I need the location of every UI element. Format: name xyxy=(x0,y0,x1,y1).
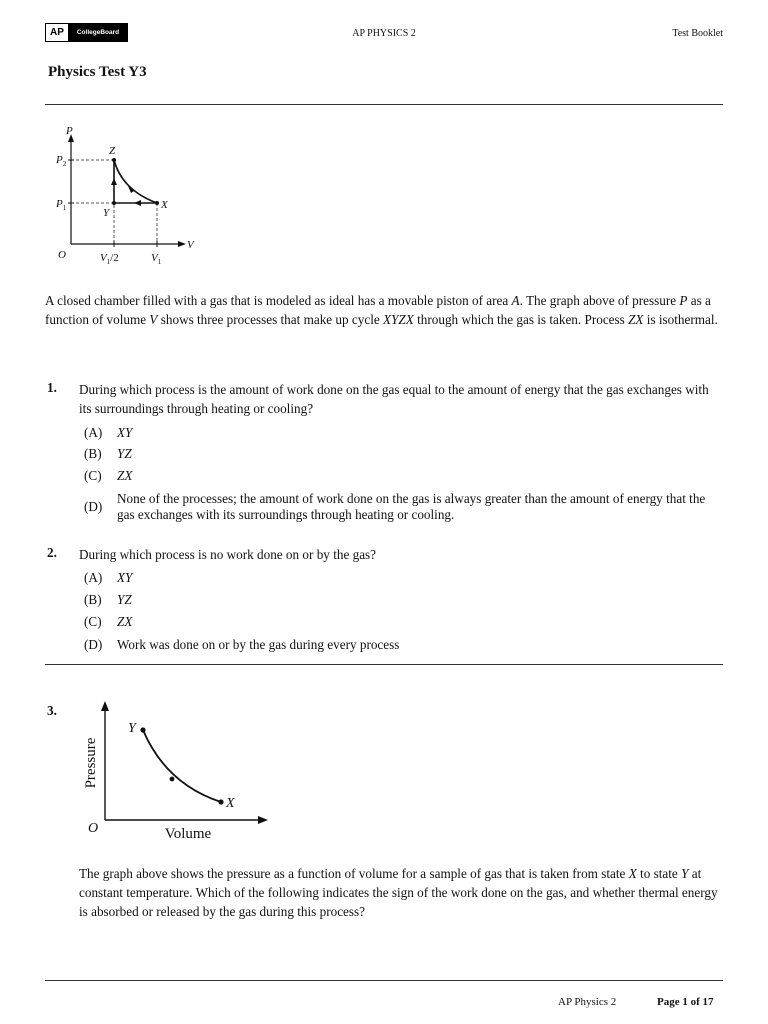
point-z-label: Z xyxy=(109,145,116,157)
collegeboard-logo-text: CollegeBoard xyxy=(69,24,127,41)
p-axis-label: P xyxy=(66,125,73,137)
p2-label: $P_2$ xyxy=(56,154,67,168)
origin-label: O xyxy=(58,249,66,261)
point-x-label: X xyxy=(161,199,168,211)
ap-logo-mark: AP xyxy=(46,24,69,41)
v1-label: $V_1$ xyxy=(151,252,162,266)
question-3-text: The graph above shows the pressure as a function of volume for a sample of gas that is taken from state X to state Y at constant temperature. Which of the following indicates the sign of the work done on the gas, and whether thermal energy is absorbed or released by the gas during this process? xyxy=(79,866,718,919)
point-y-label: Y xyxy=(103,207,110,219)
state-y-label: Y xyxy=(128,721,136,736)
question-2-option-a[interactable]: (A) XY xyxy=(84,570,133,585)
question-1-option-b[interactable]: (B) YZ xyxy=(84,446,132,461)
state-x-label: X xyxy=(226,796,235,811)
question-3-number: 3. xyxy=(47,703,57,718)
pressure-axis-label: Pressure xyxy=(83,737,99,789)
footer-page-number: Page 1 of 17 xyxy=(657,996,714,1008)
header-booklet: Test Booklet xyxy=(672,28,723,39)
divider-bottom xyxy=(45,980,723,981)
question-2-option-c[interactable]: (C) ZX xyxy=(84,614,133,629)
question-1-option-d[interactable]: (D) None of the processes; the amount of work done on the gas is always greater than the amount of energy that the gas exchanges with its surroundings through heating or cooling. xyxy=(84,491,706,522)
question-2-option-b[interactable]: (B) YZ xyxy=(84,592,132,607)
p1-label: $P_1$ xyxy=(56,198,67,212)
question-1-option-c[interactable]: (C) ZX xyxy=(84,468,133,483)
divider-middle xyxy=(45,664,723,665)
footer-course: AP Physics 2 xyxy=(558,996,617,1008)
v-half-label: $V_1/2$ xyxy=(100,252,119,266)
question-1-number: 1. xyxy=(47,380,57,395)
question-1-text: During which process is the amount of work done on the gas equal to the amount of energy that the gas exchanges with its surroundings through heating or cooling? xyxy=(79,382,709,416)
intro-paragraph: A closed chamber filled with a gas that is modeled as ideal has a movable piston of area A. The graph above of pressure P as a function of volume V shows three processes that make up cycle XYZX through which the gas is taken. Process ZX is isothermal. xyxy=(45,293,718,327)
divider-top xyxy=(45,104,723,105)
header-course: AP PHYSICS 2 xyxy=(352,28,416,39)
pv-cycle-diagram xyxy=(50,124,200,272)
v-axis-label: V xyxy=(187,239,194,251)
question-2-number: 2. xyxy=(47,545,57,560)
question-1-option-a[interactable]: (A) XY xyxy=(84,425,133,440)
page-title: Physics Test Y3 xyxy=(48,64,147,80)
question-2-option-d[interactable]: (D) Work was done on or by the gas during every process xyxy=(84,637,400,652)
origin-label-2: O xyxy=(88,821,99,836)
volume-axis-label: Volume xyxy=(164,826,212,842)
question-2-text: During which process is no work done on or by the gas? xyxy=(79,547,377,562)
pressure-volume-graph xyxy=(78,696,278,846)
